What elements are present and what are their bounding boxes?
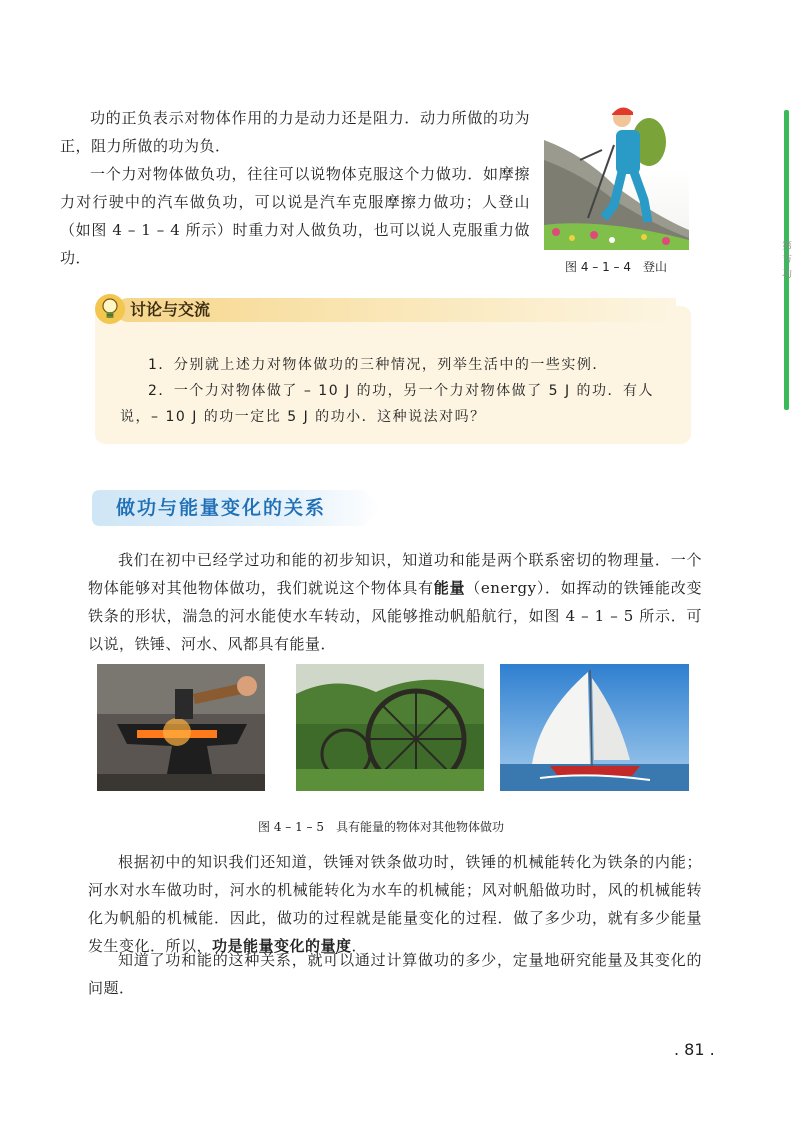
- section-title: 做功与能量变化的关系: [116, 497, 327, 519]
- energy-term: 能量: [433, 579, 466, 597]
- figure-caption-energy: 图 4 – 1 – 5 具有能量的物体对其他物体做功: [258, 820, 504, 834]
- energy-text-a: 我们在初中已经学过功和能的初步知识，知道功和能是两个联系密切的物理量．一个物体能够对其他物体做功，我们就说这个物体具有: [88, 551, 702, 597]
- chapter-side-marks: [782, 240, 792, 282]
- section-heading: [92, 490, 382, 526]
- side-mark-2: 节: [782, 255, 792, 266]
- photo-hammer-anvil: [97, 664, 265, 791]
- section-paragraph-3: 知道了功和能的这种关系，就可以通过计算做功的多少，定量地研究能量及其变化的问题．: [88, 951, 702, 997]
- hiker-illustration: [544, 100, 689, 250]
- side-mark-1: 第: [782, 241, 792, 252]
- discussion-item-1: 1．分别就上述力对物体做功的三种情况，列举生活中的一些实例．: [148, 357, 608, 373]
- photo-waterwheel: [296, 664, 484, 791]
- side-mark-3: 功: [782, 269, 792, 280]
- intro-paragraph-1: 功的正负表示对物体作用的力是动力还是阻力．动力所做的功为正，阻力所做的功为负．: [60, 109, 530, 155]
- page-number: . 81 .: [674, 1040, 715, 1059]
- photo-sailboat: [500, 664, 689, 791]
- section-paragraph-1: [88, 546, 702, 658]
- work-energy-text-b: ．: [351, 937, 368, 955]
- discussion-title: 讨论与交流: [130, 300, 211, 319]
- work-energy-text-a: 根据初中的知识我们还知道，铁锤对铁条做功时，铁锤的机械能转化为铁条的内能；河水对水车做功时，河水的机械能转化为水车的机械能；风对帆船做功时，风的机械能转化为帆船的机械能．因此，做功的过程就是能量变化的过程．做了多少功，就有多少能量发生变化．所以，: [88, 853, 702, 955]
- discussion-header: [94, 292, 694, 326]
- work-energy-definition: 功是能量变化的量度: [212, 937, 352, 955]
- section-paragraph-2: [88, 848, 702, 960]
- discussion-item-2: 2．一个力对物体做了 – 10 J 的功，另一个力对物体做了 5 J 的功．有人说，– 10 J 的功一定比 5 J 的功小．这种说法对吗？: [120, 383, 655, 425]
- energy-text-b: （energy）．如挥动的铁锤能改变铁条的形状，湍急的河水能使水车转动，风能够推动帆船航行，如图 4 – 1 – 5 所示．可以说，铁锤、河水、风都具有能量．: [88, 579, 702, 653]
- lightbulb-icon: [94, 292, 126, 326]
- hiker-caption: 图 4 – 1 – 4 登山: [565, 260, 667, 274]
- intro-paragraph-2: 一个力对物体做负功，往往可以说物体克服这个力做功．如摩擦力对行驶中的汽车做负功，可以说是汽车克服摩擦力做功；人登山（如图 4 – 1 – 4 所示）时重力对人做负功，也可以说人克服重力做功．: [60, 165, 530, 267]
